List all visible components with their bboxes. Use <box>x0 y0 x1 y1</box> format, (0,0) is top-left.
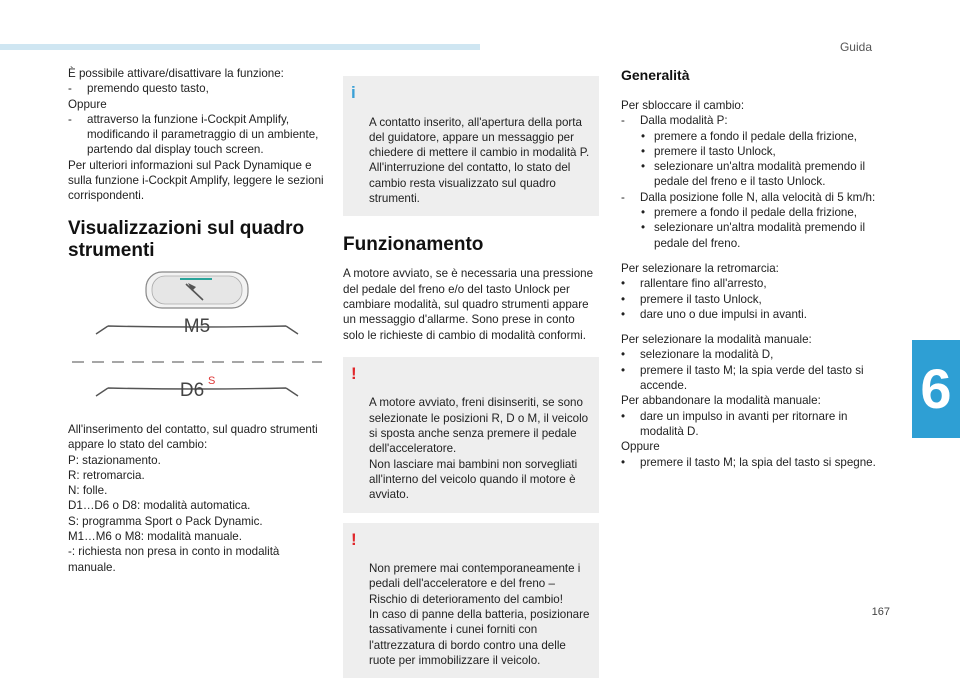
gauge-svg <box>68 270 326 418</box>
header-bar <box>0 44 480 50</box>
list-item: - Dalla modalità P: <box>621 113 883 128</box>
paragraph: È possibile attivare/disattivare la funzione: <box>68 67 284 80</box>
list-item: • dare uno o due impulsi in avanti. <box>621 307 883 322</box>
button-icon <box>146 272 248 308</box>
list-item: • premere il tasto Unlock, <box>621 292 883 307</box>
states-list <box>68 422 326 575</box>
list-item: • selezionare la modalità D, <box>621 347 883 362</box>
intro-text <box>68 66 326 204</box>
chapter-tab: 6 <box>912 340 960 438</box>
state-item: S: programma Sport o Pack Dynamic. <box>68 514 263 528</box>
unlock-instructions <box>621 98 883 251</box>
list-item: • premere il tasto M; la spia del tasto si spegne. <box>621 455 883 470</box>
warning-text-2: Non premere mai contemporaneamente i pedali dell'acceleratore e del freno – Rischio di deterioramento del cambio! In caso di panne della batteria, posizionare tassativamente i cunei forniti con l'attrezzatura di bordo contro una delle ruote per immobilizzare il veicolo. <box>369 562 590 667</box>
heading-generalita: Generalità <box>621 67 690 83</box>
manual-instructions <box>621 332 883 470</box>
list-item: - Dalla posizione folle N, alla velocità di 5 km/h: <box>621 190 883 205</box>
info-box <box>343 76 599 216</box>
state-item: R: retromarcia. <box>68 468 145 482</box>
warning-box-1 <box>343 357 599 513</box>
info-text: A contatto inserito, all'apertura della porta del guidatore, appare un messaggio per chiedere di mettere il cambio in modalità P. All'interruzione del contatto, lo stato del cambio resta visualizzato sul quadro strumenti. <box>369 115 590 206</box>
section-title: Guida <box>839 40 872 54</box>
paragraph: Per ulteriori informazioni sul Pack Dynamique e sulla funzione i-Cockpit Amplify, leggere le sezioni corrispondenti. <box>68 158 324 203</box>
gauge-illustration <box>68 270 326 422</box>
column-2 <box>343 76 599 678</box>
list-item: • selezionare un'altra modalità premendo il pedale del freno. <box>621 220 883 251</box>
state-item: P: stazionamento. <box>68 453 161 467</box>
list-item: • dare un impulso in avanti per ritornare in modalità D. <box>621 409 883 440</box>
page-number: 167 <box>871 606 890 618</box>
reverse-instructions <box>621 261 883 322</box>
info-icon: i <box>351 83 356 102</box>
column-3 <box>621 66 883 470</box>
list-item: • premere il tasto Unlock, <box>621 144 883 159</box>
gauge-mode-m: M5 <box>183 315 211 337</box>
state-item: -: richiesta non presa in conto in modalità manuale. <box>68 545 280 574</box>
heading-funzionamento: Funzionamento <box>343 234 484 256</box>
gauge-mode-d: D6 <box>179 379 205 401</box>
warning-icon: ! <box>351 363 357 383</box>
warning-box-2 <box>343 523 599 678</box>
paragraph: - attraverso la funzione i-Cockpit Amplify, modificando il parametraggio di un ambiente, partendo dal display touch screen. <box>68 112 326 158</box>
warning-icon: ! <box>351 529 357 549</box>
list-item: • rallentare fino all'arresto, <box>621 276 883 291</box>
paragraph: - premendo questo tasto, <box>68 81 326 96</box>
gauge-mode-sport: S <box>208 374 216 387</box>
state-item: D1…D6 o D8: modalità automatica. <box>68 499 251 513</box>
list-item: • premere a fondo il pedale della frizione, <box>621 129 883 144</box>
list-item: Per selezionare la modalità manuale: <box>621 333 812 347</box>
column-1 <box>68 66 326 575</box>
state-item: All'inserimento del contatto, sul quadro strumenti appare lo stato del cambio: <box>68 422 318 452</box>
state-item: N: folle. <box>68 484 108 498</box>
list-item: Per abbandonare la modalità manuale: <box>621 394 821 408</box>
funzionamento-body: A motore avviato, se è necessaria una pressione del pedale del freno e/o del tasto Unlock per cambiare modalità, sul quadro strumenti appare un messaggio d'allarme. Sono prese in conto solo le richieste di cambio di modalità conformi. <box>343 267 594 342</box>
heading-visualizzazioni: Visualizzazioni sul quadro strumenti <box>68 217 305 261</box>
list-item: • premere a fondo il pedale della frizione, <box>621 205 883 220</box>
state-item: M1…M6 o M8: modalità manuale. <box>68 530 242 544</box>
list-item: • premere il tasto M; la spia verde del tasto si accende. <box>621 363 883 394</box>
list-item: • selezionare un'altra modalità premendo il pedale del freno e il tasto Unlock. <box>621 159 883 190</box>
list-item: Per sbloccare il cambio: <box>621 99 745 112</box>
warning-text-1: A motore avviato, freni disinseriti, se sono selezionate le posizioni R, D o M, il veicolo si sposta anche senza premere il pedale dell'acceleratore. Non lasciare mai bambini non sorvegliati all'interno del veicolo quando il motore è avviato. <box>369 396 589 502</box>
list-item: Per selezionare la retromarcia: <box>621 261 779 275</box>
paragraph: Oppure <box>68 97 107 111</box>
list-item: Oppure <box>621 440 660 454</box>
